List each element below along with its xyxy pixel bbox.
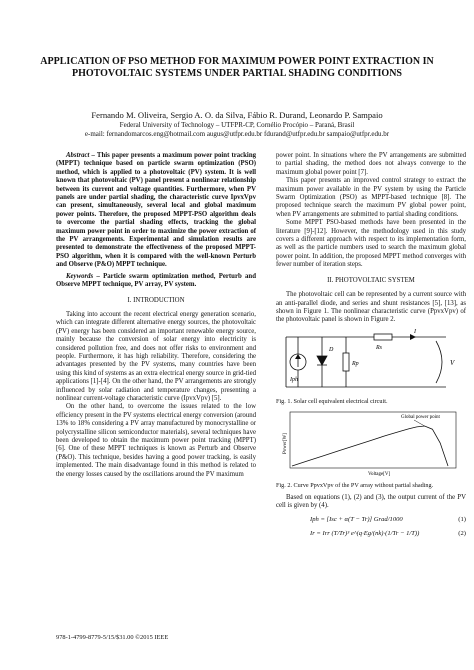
equation-2 <box>276 530 466 544</box>
series-resistor-symbol <box>374 334 392 340</box>
email-line: e-mail: fernandomarcos.eng@hotmail.com augus@utfpr.edu.br fdurand@utfpr.edu.br sampaio@utfpr.edu.br <box>84 130 390 138</box>
figure-1-caption: Fig. 1. Solar cell equivalent electrical circuit. <box>276 398 388 406</box>
equation-1-number: (1) <box>458 516 466 524</box>
pv-paragraph-1: The photovoltaic cell can be represented by a current source with an anti-parallel diode, and series and shunt resistances [5], [13], as shown in Figure 1. The nonlinear characteristic curve (PpvxVpv) of the photovoltaic panel is shown in Figure 2. <box>276 291 466 324</box>
label-d: D <box>329 346 334 353</box>
figure-2-caption: Fig. 2. Curve PpvxVpv of the PV array without partial shading. <box>276 481 434 489</box>
x-axis-label: Voltage[V] <box>368 472 391 477</box>
series-line <box>292 426 448 466</box>
section-heading-pv-system: II. PHOTOVOLTAIC SYSTEM <box>327 276 415 284</box>
chart-annotation: Global power point <box>401 415 440 421</box>
right-paragraph-2: This paper presents an improved control strategy to extract the maximum power available in the PV system by using the Particle Swarm Optimization (PSO) as MPPT-based technique [8]. The proposed technique search the maximum PV global power point, when PV arrangements are submitted to partial shading conditions. <box>276 177 466 218</box>
intro-paragraph-2: On the other hand, to overcome the issues related to the low efficiency present in the PV systems electrical energy conversion (around 13% to 18% considering a PV array manufactured by monocrystalline or polycrystalline silicon semiconductor materials), several techniques have been developed to obtain the maximum power point tracking (MPPT) [6]. One of these MPPT techniques is known as Perturb and Observe (P&O). This technique, besides having a good power tracking, is easily implemented. The main disadvantage found in this method is related to the energy losses caused by the oscillations around the PV maximum <box>56 403 256 478</box>
keywords-lead: Keywords – <box>66 272 100 280</box>
equation-2-text: Ir = Irr (T/Tr)³ e^(q·Eg/(nk)·(1/Tr − 1/T)) <box>310 530 420 538</box>
label-iph: Iph <box>290 376 298 383</box>
pv-paragraph-2: Based on equations (1), (2) and (3), the output current of the PV cell is given by (4). <box>276 493 466 509</box>
label-rs: Rs <box>376 344 382 351</box>
abstract-text: This paper presents a maximum power point tracking (MPPT) technique based on particle swarm optimization (PSO) method, which is applied to a photovoltaic (PV) system. It is well known that photovoltaic (PV) panel present a nonlinear relationship between its current and voltage quantities. Furthermore, when PV panels are under partial shading, the characteristic curve IpvxVpv can present, simultaneously, several local and global maximum power points. Therefore, the proposed MPPT-PSO algorithm deals to overcome the partial shading effects, tracking the global maximum power point in order to maximize the power extraction of the PV arrangements. Experimental and simulation results are presented to demonstrate the effectiveness of the proposed MPPT-PSO algorithm, when it is compared with the well-known Perturb and Observe (P&O) MPPT technique. <box>56 152 256 269</box>
annotation-arrow <box>414 420 425 426</box>
copyright-footer: 978-1-4799-8779-5/15/$31.00 ©2015 IEEE <box>56 634 169 641</box>
equation-2-number: (2) <box>458 530 466 538</box>
left-column <box>56 152 256 479</box>
label-rp: Rp <box>352 360 359 367</box>
abstract <box>56 152 256 270</box>
right-paragraph-3: Some MPPT PSO-based methods have been presented in the literature [9]-[12]. However, the methodology used in this study covers a different approach with respect to its implementation form, as well as the particle numbers used to search the maximum global power point. In addition, the proposed MPPT method converges with fewer number of iteration steps. <box>276 219 466 269</box>
author-list: Fernando M. Oliveira, Sergio A. O. da Silva, Fábio R. Durand, Leonardo P. Sampaio <box>91 110 383 120</box>
equation-1 <box>276 516 466 530</box>
figure-1-circuit <box>276 329 466 396</box>
keywords <box>56 273 256 290</box>
pv-curve-chart <box>276 410 466 476</box>
figure-2-chart <box>276 410 466 479</box>
label-v: V <box>450 358 455 367</box>
label-i: I <box>414 328 416 335</box>
affiliation: Federal University of Technology – UTFPR-CP, Cornélio Procópio – Paraná, Brasil <box>119 121 355 129</box>
circuit-diagram <box>276 329 466 393</box>
y-axis-label: Power[W] <box>283 433 288 455</box>
shunt-resistor-symbol <box>343 353 349 371</box>
abstract-lead: Abstract – <box>66 152 95 159</box>
keywords-text: Particle swarm optimization method, Perturb and Observe MPPT technique, PV array, PV system. <box>56 272 256 289</box>
intro-paragraph-1: Taking into account the recent electrical energy generation scenario, which can integrate different alternative energy sources, the photovoltaic (PV) energy has been considered an important renewable energy source, mainly because the conversion of solar energy into electricity is considered pollution free, and does not offer risks to environment and people. Furthermore, it has high reliability. Therefore, considering the advantages presented by the PV systems, many countries have been using this kind of systems as an extra electrical energy source in grid-tied applications [1]-[4]. On the other hand, the PV arrangements are strongly influenced by solar radiation and temperature changes, presenting a nonlinear current-voltage characteristic curve (IpvxVpv) [5]. <box>56 310 256 402</box>
paper-title: APPLICATION OF PSO METHOD FOR MAXIMUM POWER POINT EXTRACTION IN PHOTOVOLTAIC SYSTEMS UNDER PARTIAL SHADING CONDITIONS <box>40 56 434 79</box>
equation-1-text: Iph = [Isc + α(T − Tr)] Grad/1000 <box>310 516 403 524</box>
right-paragraph-1: power point. In situations where the PV arrangements are submitted to partial shading, the method does not always converge to the maximum global power point [7]. <box>276 152 466 176</box>
diode-symbol <box>317 356 327 365</box>
right-column <box>276 152 466 544</box>
section-heading-introduction: I. INTRODUCTION <box>127 296 185 304</box>
